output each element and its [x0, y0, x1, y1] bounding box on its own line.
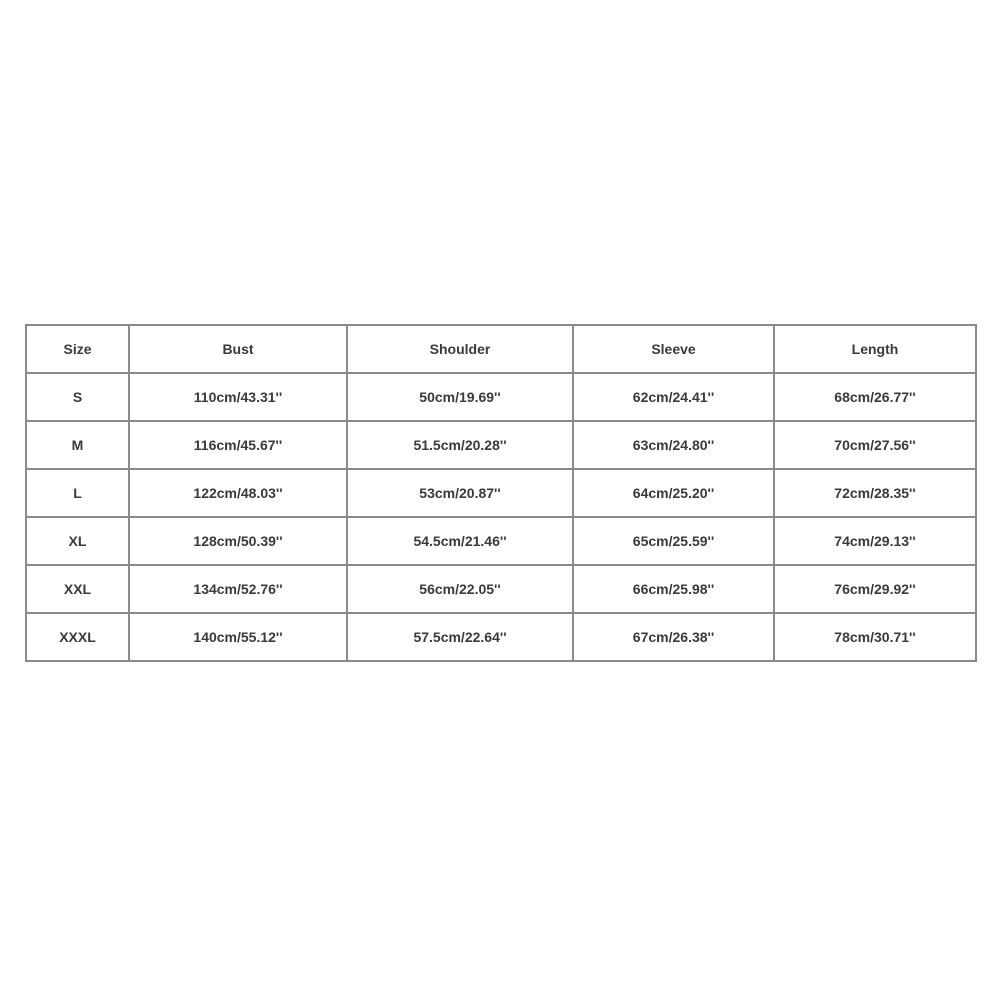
header-size: Size: [26, 325, 129, 373]
header-length: Length: [774, 325, 976, 373]
cell-size: L: [26, 469, 129, 517]
cell-sleeve: 67cm/26.38'': [573, 613, 774, 661]
cell-size: XL: [26, 517, 129, 565]
cell-length: 70cm/27.56'': [774, 421, 976, 469]
cell-shoulder: 50cm/19.69'': [347, 373, 573, 421]
cell-length: 78cm/30.71'': [774, 613, 976, 661]
table-row: [26, 421, 976, 469]
cell-sleeve: 65cm/25.59'': [573, 517, 774, 565]
cell-bust: 122cm/48.03'': [129, 469, 347, 517]
cell-shoulder: 51.5cm/20.28'': [347, 421, 573, 469]
table-row: [26, 517, 976, 565]
cell-bust: 110cm/43.31'': [129, 373, 347, 421]
cell-sleeve: 62cm/24.41'': [573, 373, 774, 421]
cell-shoulder: 56cm/22.05'': [347, 565, 573, 613]
cell-sleeve: 63cm/24.80'': [573, 421, 774, 469]
cell-bust: 128cm/50.39'': [129, 517, 347, 565]
cell-shoulder: 53cm/20.87'': [347, 469, 573, 517]
table-header-row: [26, 325, 976, 373]
cell-sleeve: 64cm/25.20'': [573, 469, 774, 517]
header-bust: Bust: [129, 325, 347, 373]
table-row: [26, 565, 976, 613]
cell-bust: 116cm/45.67'': [129, 421, 347, 469]
cell-length: 72cm/28.35'': [774, 469, 976, 517]
cell-bust: 140cm/55.12'': [129, 613, 347, 661]
size-chart-table: [25, 324, 977, 662]
cell-length: 68cm/26.77'': [774, 373, 976, 421]
cell-length: 74cm/29.13'': [774, 517, 976, 565]
table-row: [26, 469, 976, 517]
cell-size: S: [26, 373, 129, 421]
table-row: [26, 613, 976, 661]
cell-shoulder: 54.5cm/21.46'': [347, 517, 573, 565]
cell-size: XXL: [26, 565, 129, 613]
cell-size: XXXL: [26, 613, 129, 661]
cell-length: 76cm/29.92'': [774, 565, 976, 613]
cell-size: M: [26, 421, 129, 469]
header-shoulder: Shoulder: [347, 325, 573, 373]
cell-sleeve: 66cm/25.98'': [573, 565, 774, 613]
header-sleeve: Sleeve: [573, 325, 774, 373]
cell-bust: 134cm/52.76'': [129, 565, 347, 613]
table-row: [26, 373, 976, 421]
cell-shoulder: 57.5cm/22.64'': [347, 613, 573, 661]
